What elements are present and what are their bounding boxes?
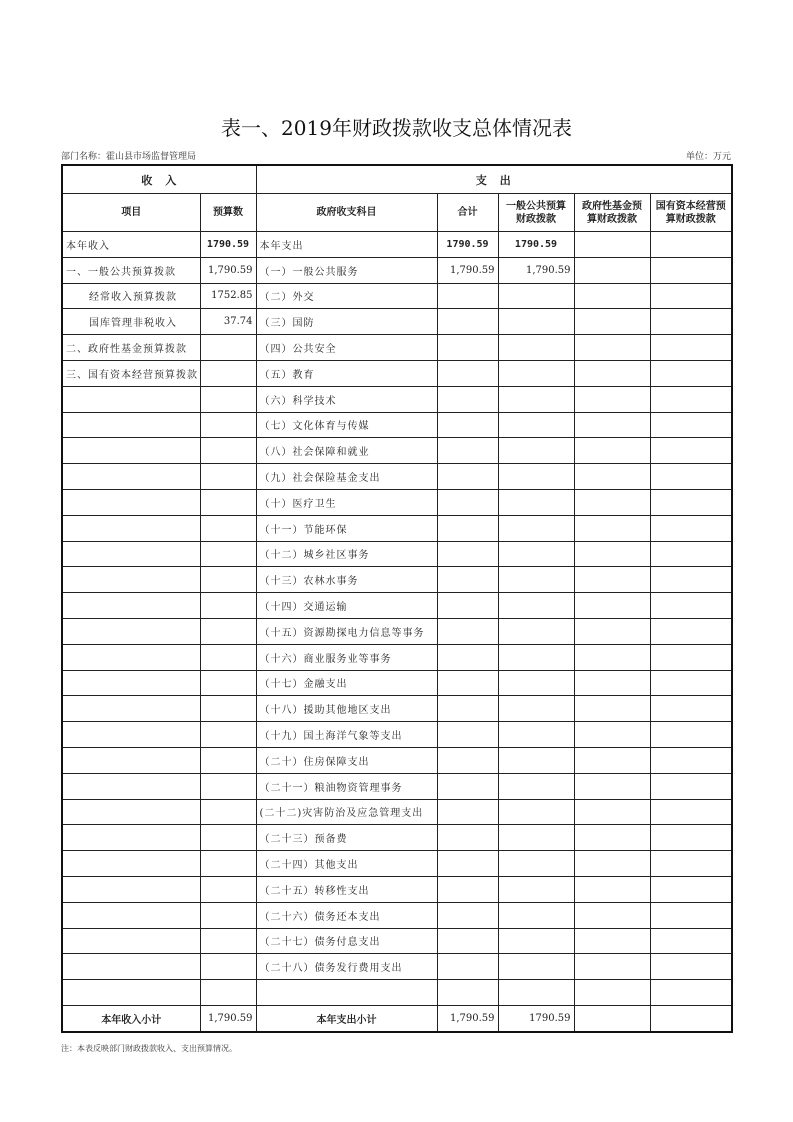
subtotal-state	[650, 1005, 732, 1032]
cell-fund	[574, 980, 650, 1006]
cell-general	[498, 360, 574, 386]
cell-fund	[574, 618, 650, 644]
cell-general	[498, 696, 574, 722]
cell-state	[650, 825, 732, 851]
table-row	[62, 489, 732, 515]
table-row	[62, 386, 732, 412]
cell-fund	[574, 670, 650, 696]
table-row	[62, 722, 732, 748]
cell-budget: 37.74	[200, 309, 256, 335]
cell-item	[62, 773, 200, 799]
cell-fund	[574, 696, 650, 722]
table-row	[62, 876, 732, 902]
cell-fund	[574, 747, 650, 773]
cell-item: 本年收入	[62, 232, 200, 258]
cell-fund	[574, 360, 650, 386]
cell-state	[650, 567, 732, 593]
cell-subject: （十八）援助其他地区支出	[256, 696, 437, 722]
cell-budget	[200, 773, 256, 799]
cell-subject: （三）国防	[256, 309, 437, 335]
cell-fund	[574, 335, 650, 361]
cell-fund	[574, 825, 650, 851]
table-row	[62, 464, 732, 490]
cell-item	[62, 876, 200, 902]
cell-subject: （四）公共安全	[256, 335, 437, 361]
table-row	[62, 232, 732, 258]
cell-general	[498, 851, 574, 877]
cell-subject: （十五）资源勘探电力信息等事务	[256, 618, 437, 644]
cell-general	[498, 928, 574, 954]
cell-subject: （二十一）粮油物资管理事务	[256, 773, 437, 799]
cell-total	[437, 799, 498, 825]
cell-subject: （二十七）债务付息支出	[256, 928, 437, 954]
cell-subject: （二十八）债务发行费用支出	[256, 954, 437, 980]
cell-budget	[200, 851, 256, 877]
cell-total: 1790.59	[437, 232, 498, 258]
cell-subject: （十六）商业服务业等事务	[256, 644, 437, 670]
cell-budget	[200, 593, 256, 619]
cell-fund	[574, 876, 650, 902]
table-row	[62, 438, 732, 464]
col-header-item: 项目	[62, 194, 200, 232]
cell-subject: （一）一般公共服务	[256, 257, 437, 283]
cell-fund	[574, 232, 650, 258]
cell-total	[437, 773, 498, 799]
cell-budget	[200, 335, 256, 361]
cell-item	[62, 593, 200, 619]
cell-total	[437, 386, 498, 412]
cell-item	[62, 567, 200, 593]
col-header-state: 国有资本经营预算财政拨款	[650, 194, 732, 232]
cell-budget	[200, 902, 256, 928]
cell-subject: （八）社会保障和就业	[256, 438, 437, 464]
cell-subject: （二）外交	[256, 283, 437, 309]
cell-fund	[574, 283, 650, 309]
cell-item	[62, 851, 200, 877]
cell-general	[498, 541, 574, 567]
cell-budget	[200, 438, 256, 464]
cell-total	[437, 515, 498, 541]
table-row	[62, 773, 732, 799]
table-row	[62, 644, 732, 670]
table-row	[62, 541, 732, 567]
cell-subject: (二十二)灾害防治及应急管理支出	[256, 799, 437, 825]
cell-state	[650, 618, 732, 644]
cell-budget	[200, 747, 256, 773]
cell-subject: （十四）交通运输	[256, 593, 437, 619]
cell-total	[437, 747, 498, 773]
col-header-total: 合计	[437, 194, 498, 232]
department-name: 部门名称：霍山县市场监督管理局	[61, 152, 197, 162]
cell-subject: （十三）农林水事务	[256, 567, 437, 593]
cell-fund	[574, 257, 650, 283]
cell-state	[650, 902, 732, 928]
table-row	[62, 696, 732, 722]
cell-state	[650, 489, 732, 515]
cell-budget	[200, 799, 256, 825]
cell-total	[437, 489, 498, 515]
table-row	[62, 902, 732, 928]
cell-item	[62, 644, 200, 670]
cell-total	[437, 954, 498, 980]
cell-total	[437, 980, 498, 1006]
table-row	[62, 851, 732, 877]
cell-total	[437, 283, 498, 309]
cell-total	[437, 851, 498, 877]
cell-state	[650, 438, 732, 464]
cell-state	[650, 747, 732, 773]
cell-general	[498, 309, 574, 335]
cell-subject: （二十六）债务还本支出	[256, 902, 437, 928]
cell-general	[498, 670, 574, 696]
cell-fund	[574, 438, 650, 464]
cell-total	[437, 567, 498, 593]
cell-general	[498, 567, 574, 593]
cell-item	[62, 489, 200, 515]
cell-total: 1,790.59	[437, 257, 498, 283]
cell-state	[650, 876, 732, 902]
table-row	[62, 567, 732, 593]
cell-budget	[200, 541, 256, 567]
cell-budget	[200, 696, 256, 722]
cell-item	[62, 825, 200, 851]
cell-state	[650, 335, 732, 361]
cell-total	[437, 593, 498, 619]
cell-item: 二、政府性基金预算拨款	[62, 335, 200, 361]
subtotal-row	[62, 1005, 732, 1032]
cell-general	[498, 799, 574, 825]
cell-budget	[200, 515, 256, 541]
cell-state	[650, 515, 732, 541]
cell-item	[62, 799, 200, 825]
cell-subject: （二十三）预备费	[256, 825, 437, 851]
group-header-row	[62, 165, 732, 194]
cell-state	[650, 309, 732, 335]
cell-state	[650, 980, 732, 1006]
cell-general: 1,790.59	[498, 257, 574, 283]
cell-state	[650, 644, 732, 670]
cell-item: 三、国有资本经营预算拨款	[62, 360, 200, 386]
cell-budget	[200, 360, 256, 386]
cell-state	[650, 232, 732, 258]
cell-total	[437, 722, 498, 748]
cell-general	[498, 464, 574, 490]
cell-state	[650, 541, 732, 567]
cell-total	[437, 438, 498, 464]
cell-fund	[574, 541, 650, 567]
subtotal-general: 1790.59	[498, 1005, 574, 1032]
table-row	[62, 593, 732, 619]
cell-total	[437, 309, 498, 335]
cell-subject: （十二）城乡社区事务	[256, 541, 437, 567]
cell-total	[437, 618, 498, 644]
cell-budget	[200, 928, 256, 954]
cell-general	[498, 902, 574, 928]
cell-item	[62, 722, 200, 748]
table-row	[62, 747, 732, 773]
cell-subject: （十一）节能环保	[256, 515, 437, 541]
cell-item	[62, 928, 200, 954]
table-row	[62, 515, 732, 541]
cell-fund	[574, 309, 650, 335]
cell-fund	[574, 489, 650, 515]
cell-subject: （二十四）其他支出	[256, 851, 437, 877]
cell-budget	[200, 825, 256, 851]
cell-item: 经常收入预算拨款	[62, 283, 200, 309]
cell-fund	[574, 902, 650, 928]
cell-general	[498, 489, 574, 515]
table-row	[62, 928, 732, 954]
cell-fund	[574, 773, 650, 799]
cell-subject: （十七）金融支出	[256, 670, 437, 696]
table-row	[62, 825, 732, 851]
cell-subject	[256, 980, 437, 1006]
cell-fund	[574, 851, 650, 877]
cell-general	[498, 335, 574, 361]
subtotal-income-value: 1,790.59	[200, 1005, 256, 1032]
cell-state	[650, 722, 732, 748]
cell-fund	[574, 515, 650, 541]
table-row	[62, 283, 732, 309]
cell-budget	[200, 386, 256, 412]
cell-item	[62, 618, 200, 644]
cell-fund	[574, 954, 650, 980]
table-row	[62, 412, 732, 438]
cell-state	[650, 799, 732, 825]
cell-budget	[200, 722, 256, 748]
cell-item: 一、一般公共预算拨款	[62, 257, 200, 283]
cell-total	[437, 928, 498, 954]
cell-total	[437, 902, 498, 928]
cell-item	[62, 980, 200, 1006]
cell-state	[650, 954, 732, 980]
col-header-budget: 预算数	[200, 194, 256, 232]
cell-subject: （十）医疗卫生	[256, 489, 437, 515]
page-title: 表一、2019年财政拨款收支总体情况表	[221, 116, 572, 140]
cell-fund	[574, 386, 650, 412]
cell-budget	[200, 644, 256, 670]
cell-general	[498, 773, 574, 799]
cell-general	[498, 722, 574, 748]
cell-subject: （七）文化体育与传媒	[256, 412, 437, 438]
subtotal-total: 1,790.59	[437, 1005, 498, 1032]
cell-budget	[200, 489, 256, 515]
cell-state	[650, 696, 732, 722]
budget-table	[61, 164, 733, 1033]
col-header-general: 一般公共预算财政拨款	[498, 194, 574, 232]
cell-general	[498, 876, 574, 902]
cell-general	[498, 386, 574, 412]
cell-general	[498, 412, 574, 438]
cell-general	[498, 954, 574, 980]
cell-subject: （二十五）转移性支出	[256, 876, 437, 902]
cell-item	[62, 412, 200, 438]
cell-subject: （九）社会保险基金支出	[256, 464, 437, 490]
table-row	[62, 257, 732, 283]
cell-total	[437, 696, 498, 722]
cell-budget	[200, 412, 256, 438]
cell-state	[650, 670, 732, 696]
cell-general	[498, 825, 574, 851]
cell-general	[498, 644, 574, 670]
cell-fund	[574, 722, 650, 748]
cell-fund	[574, 928, 650, 954]
cell-subject: （五）教育	[256, 360, 437, 386]
cell-item	[62, 954, 200, 980]
cell-state	[650, 386, 732, 412]
subtotal-fund	[574, 1005, 650, 1032]
cell-total	[437, 541, 498, 567]
cell-general	[498, 747, 574, 773]
table-row	[62, 618, 732, 644]
subtotal-income-label: 本年收入小计	[62, 1005, 200, 1032]
cell-subject: （六）科学技术	[256, 386, 437, 412]
cell-total	[437, 644, 498, 670]
cell-fund	[574, 412, 650, 438]
cell-general	[498, 438, 574, 464]
footnote: 注：本表反映部门财政拨款收入、支出预算情况。	[61, 1044, 237, 1053]
cell-total	[437, 464, 498, 490]
table-row	[62, 309, 732, 335]
cell-fund	[574, 644, 650, 670]
cell-budget	[200, 670, 256, 696]
column-header-row	[62, 194, 732, 232]
cell-general: 1790.59	[498, 232, 574, 258]
cell-total	[437, 335, 498, 361]
cell-state	[650, 928, 732, 954]
cell-item	[62, 747, 200, 773]
cell-fund	[574, 799, 650, 825]
cell-state	[650, 773, 732, 799]
col-header-fund: 政府性基金预算财政拨款	[574, 194, 650, 232]
cell-general	[498, 593, 574, 619]
cell-item	[62, 386, 200, 412]
cell-budget	[200, 980, 256, 1006]
cell-fund	[574, 567, 650, 593]
table-row	[62, 799, 732, 825]
expense-group-header: 支 出	[256, 165, 732, 194]
cell-budget	[200, 618, 256, 644]
cell-state	[650, 283, 732, 309]
cell-total	[437, 825, 498, 851]
cell-item	[62, 515, 200, 541]
subtotal-expense-label: 本年支出小计	[256, 1005, 437, 1032]
cell-state	[650, 257, 732, 283]
cell-budget	[200, 954, 256, 980]
cell-item	[62, 464, 200, 490]
cell-general	[498, 515, 574, 541]
cell-state	[650, 851, 732, 877]
cell-item	[62, 670, 200, 696]
cell-general	[498, 980, 574, 1006]
cell-budget: 1752.85	[200, 283, 256, 309]
cell-item: 国库管理非税收入	[62, 309, 200, 335]
table-row	[62, 954, 732, 980]
cell-state	[650, 360, 732, 386]
table-row	[62, 360, 732, 386]
cell-state	[650, 412, 732, 438]
table-row	[62, 980, 732, 1006]
col-header-subject: 政府收支科目	[256, 194, 437, 232]
cell-item	[62, 902, 200, 928]
cell-budget: 1790.59	[200, 232, 256, 258]
cell-fund	[574, 464, 650, 490]
cell-budget	[200, 567, 256, 593]
income-group-header: 收 入	[62, 165, 256, 194]
cell-total	[437, 412, 498, 438]
unit-label: 单位：万元	[685, 152, 731, 162]
cell-total	[437, 670, 498, 696]
cell-state	[650, 593, 732, 619]
cell-budget	[200, 464, 256, 490]
cell-fund	[574, 593, 650, 619]
cell-item	[62, 696, 200, 722]
cell-subject: （二十）住房保障支出	[256, 747, 437, 773]
cell-budget: 1,790.59	[200, 257, 256, 283]
cell-general	[498, 283, 574, 309]
cell-subject: （十九）国土海洋气象等支出	[256, 722, 437, 748]
cell-item	[62, 541, 200, 567]
cell-state	[650, 464, 732, 490]
cell-budget	[200, 876, 256, 902]
cell-subject: 本年支出	[256, 232, 437, 258]
table-row	[62, 335, 732, 361]
cell-item	[62, 438, 200, 464]
cell-total	[437, 360, 498, 386]
cell-total	[437, 876, 498, 902]
cell-general	[498, 618, 574, 644]
table-row	[62, 670, 732, 696]
